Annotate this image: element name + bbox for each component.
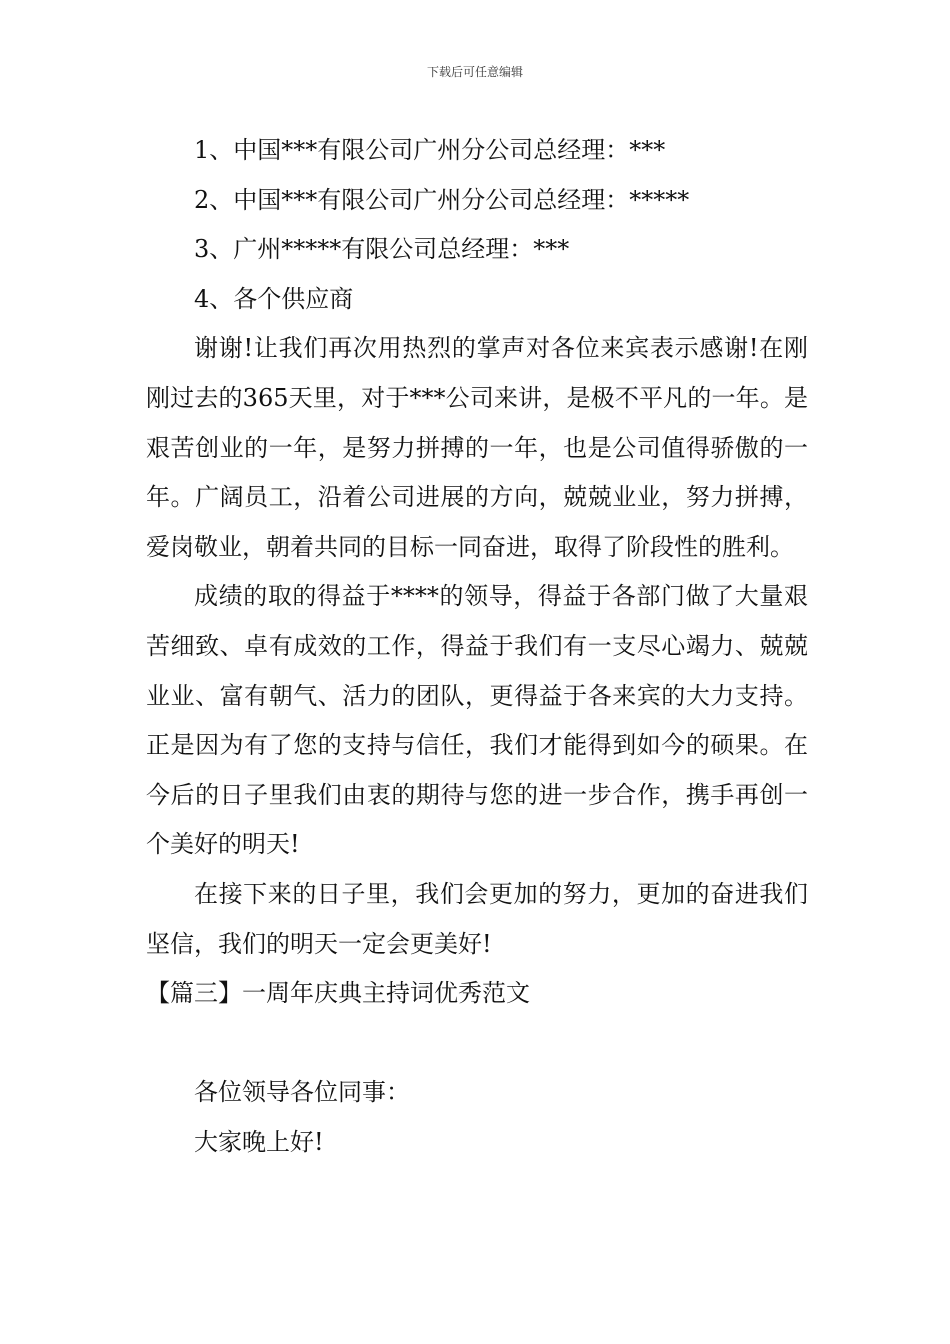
list-item-4: 4、各个供应商 — [194, 284, 354, 313]
blank-line — [146, 1019, 808, 1069]
paragraph-achievements: 成绩的取的得益于****的领导，得益于各部门做了大量艰苦细致、卓有成效的工作，得益于我们有一支尽心竭力、兢兢业业、富有朝气、活力的团队，更得益于各来宾的大力支持。正是因为有了您的支持与信任，我们才能得到如今的硕果。在今后的日子里我们由衷的期待与您的进一步合作，携手再创一个美好的明天! — [146, 582, 808, 859]
paragraph-future: 在接下来的日子里，我们会更加的努力，更加的奋进我们坚信，我们的明天一定会更美好! — [146, 879, 808, 958]
section-heading: 【篇三】一周年庆典主持词优秀范文 — [146, 979, 530, 1008]
greeting: 各位领导各位同事： — [194, 1078, 410, 1107]
list-item-1: 1、中国***有限公司广州分公司总经理：*** — [194, 136, 666, 164]
list-item-2: 2、中国***有限公司广州分公司总经理：***** — [194, 185, 690, 214]
document-body — [146, 126, 808, 1167]
page-header-note: 下载后可任意编辑 — [426, 65, 523, 79]
salutation: 大家晚上好! — [194, 1127, 324, 1156]
list-item-3: 3、广州*****有限公司总经理：*** — [194, 235, 570, 264]
paragraph-thanks: 谢谢!让我们再次用热烈的掌声对各位来宾表示感谢!在刚刚过去的365天里，对于***公司来讲，是极不平凡的一年。是艰苦创业的一年，是努力拼搏的一年，也是公司值得骄傲的一年。广阔员工，沿着公司进展的方向，兢兢业业，努力拼搏，爱岗敬业，朝着共同的目标一同奋进，取得了阶段性的胜利。 — [146, 334, 808, 561]
